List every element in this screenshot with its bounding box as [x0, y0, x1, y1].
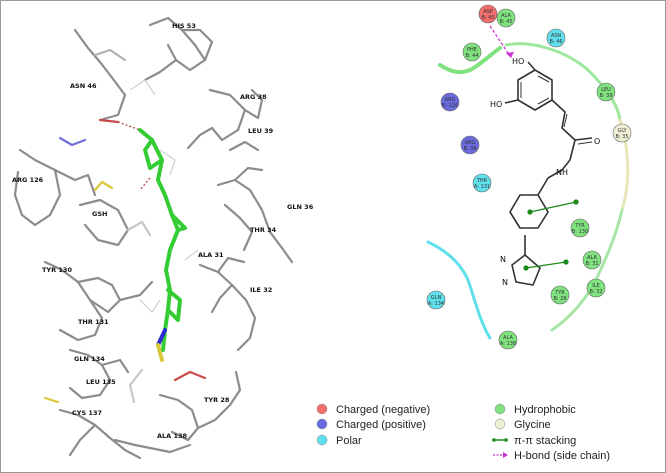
atom-triazole-n1: N	[500, 255, 506, 264]
residue-name: LEU	[601, 87, 611, 93]
residue-name: PHE	[467, 47, 477, 53]
residue-bubble	[571, 219, 589, 237]
residue-number: B: 45	[499, 19, 513, 25]
residue-number: B: 31	[585, 261, 599, 267]
residue-name: TYR	[555, 290, 565, 296]
residue-name: ARG	[464, 140, 476, 146]
residue-number: B: 38	[463, 146, 477, 152]
label-cys-137: CYS 137	[72, 409, 102, 417]
ligand-2d	[505, 62, 592, 285]
residue-number: B: 45	[481, 15, 495, 21]
residue-name: TYR	[575, 223, 585, 229]
residue-bubble	[583, 251, 601, 269]
residue-bubble	[441, 93, 459, 111]
label-ala-138: ALA 138	[157, 432, 188, 440]
legend-label: Glycine	[514, 419, 551, 431]
label-ile-32: ILE 32	[250, 286, 273, 294]
label-thr-131: THR 131	[78, 318, 109, 326]
residue-number: A: 134	[427, 301, 445, 307]
label-arg-38: ARG 38	[240, 93, 267, 101]
binding-pose-3d	[0, 0, 330, 473]
residue-name: GLY	[617, 128, 627, 134]
residue-bubble	[547, 29, 565, 47]
residue-bubble	[499, 331, 517, 349]
residue-bubble	[597, 83, 615, 101]
protein-sticks	[15, 18, 292, 458]
label-tyr-130: TYR 130	[42, 266, 72, 274]
label-thr-34: THR 34	[250, 226, 277, 234]
label-gsh: GSH	[92, 210, 108, 218]
atom-oh-top: HO	[512, 57, 525, 66]
residue-name: ALA	[587, 255, 597, 261]
label-asn-46: ASN 46	[70, 82, 97, 90]
label-gln-134: GLN 134	[74, 355, 105, 363]
label-his-53: HIS 53	[172, 22, 196, 30]
residue-number: B: 44	[465, 53, 479, 59]
residue-number: A: 138	[499, 341, 517, 347]
ligand-atom-labels	[490, 57, 600, 287]
interaction-diagram-2d	[330, 0, 666, 400]
atom-oh-left: HO	[490, 100, 503, 109]
label-tyr-28: TYR 28	[204, 396, 230, 404]
residue-number: B: 28	[553, 296, 567, 302]
residue-name: ILE	[592, 283, 600, 289]
residue-bubble	[463, 43, 481, 61]
residue-bubble	[587, 279, 605, 297]
legend-label: H-bond (side chain)	[514, 450, 610, 462]
residue-number: B: 126	[441, 103, 459, 109]
pi-stacking-lines	[524, 200, 578, 270]
residue-number: B: 130	[571, 229, 589, 235]
label-arg-126: ARG 126	[12, 176, 44, 184]
residue-name: ALA	[503, 335, 513, 341]
residue-bubbles	[427, 5, 631, 349]
residue-bubble	[473, 174, 491, 192]
residue-bubble	[479, 5, 497, 23]
label-ala-31: ALA 31	[198, 251, 224, 259]
residue-number: A: 131	[473, 184, 491, 190]
residue-name: ARG	[444, 97, 456, 103]
residue-number: B: 46	[549, 39, 563, 45]
label-leu-39: LEU 39	[248, 127, 274, 135]
residue-number: B: 39	[599, 93, 613, 99]
label-leu-135: LEU 135	[86, 378, 116, 386]
residue-number: B: 32	[589, 289, 603, 295]
residue-name: THR	[476, 178, 488, 184]
residue-name: ALA	[501, 13, 511, 19]
atom-amide-nh: NH	[556, 168, 568, 177]
residue-name: ASN	[550, 33, 562, 39]
residue-bubble	[551, 286, 569, 304]
residue-bubble	[497, 9, 515, 27]
legend-label: Hydrophobic	[514, 404, 576, 416]
residue-labels-3d	[12, 22, 314, 440]
atom-carbonyl-o: O	[594, 137, 601, 146]
residue-number: B: 35	[615, 134, 629, 140]
residue-name: ASP	[483, 9, 493, 15]
legend-label: Charged (positive)	[336, 419, 426, 431]
legend-label: Charged (negative)	[336, 404, 431, 416]
residue-bubble	[427, 291, 445, 309]
residue-name: GLN	[430, 295, 442, 301]
ligand-3d	[140, 130, 185, 360]
legend-label: π-π stacking	[514, 435, 577, 447]
residue-bubble	[461, 136, 479, 154]
residue-bubble	[613, 124, 631, 142]
legend-label: Polar	[336, 435, 362, 447]
label-gln-36: GLN 36	[287, 203, 314, 211]
atom-triazole-n2: N	[502, 278, 508, 287]
